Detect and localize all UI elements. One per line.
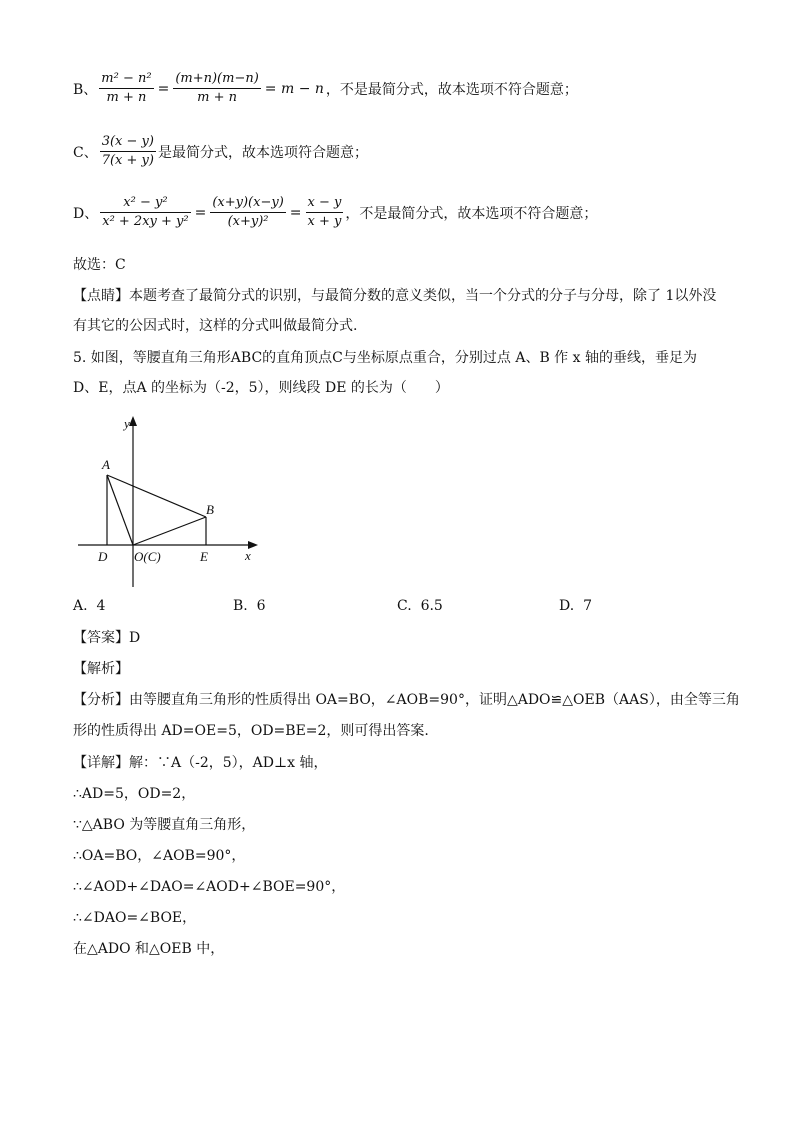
option-c: C. 6.5 xyxy=(397,598,443,614)
label-d: D xyxy=(98,549,108,564)
label-y: y xyxy=(124,416,130,431)
detail-line: ∴AD=5，OD=2， xyxy=(73,786,196,802)
fraction: $\frac{(m+n)(m-n)}{m + n}$ xyxy=(175,71,259,105)
review-line-2: 有其它的公因式时，这样的分式叫做最简分式. xyxy=(73,318,358,334)
option-b-label: B、 xyxy=(73,81,98,98)
fraction: $\frac{\text{x² − y²}}{\text{x² + 2xy + y²}}$ xyxy=(102,195,189,229)
choice-text: 故选：C xyxy=(73,257,126,273)
detail-line: ∴∠AOD+∠DAO=∠AOD+∠BOE=90°， xyxy=(73,879,346,895)
segment-ob xyxy=(133,517,206,545)
answer-text: 【答案】D xyxy=(73,630,141,646)
option-c-label: C、 xyxy=(73,144,98,161)
fraction: $\frac{\text{m² − n²}}{m + n}$ xyxy=(101,71,152,105)
detail-line: ∴∠DAO=∠BOE， xyxy=(73,910,197,926)
review-line-1: 【点睛】本题考查了最简分式的识别，与最简分数的意义类似，当一个分式的分子与分母，除了 1以外没 xyxy=(73,288,717,304)
detail-line: 在△ADO 和△OEB 中， xyxy=(73,941,225,957)
option-a: A. 4 xyxy=(73,598,106,614)
option-c-line: C、 $\frac{3(x - y)}{7(x + y)}$ 是最简分式，故本选项符合题意； xyxy=(73,134,368,168)
option-d-label: D、 xyxy=(73,205,99,222)
option-b-line: B、 $\frac{\text{m² − n²}}{m + n}$ = $\frac{(m+n)(m-n)}{m + n}$ = m − n ，不是最简分式，故本选项不符合题意； xyxy=(73,71,578,105)
analysis-line-1: 【分析】由等腰直角三角形的性质得出 OA=BO，∠AOB=90°，证明△ADO≌△OEB（AAS），由全等三角 xyxy=(73,692,740,708)
fraction: $\frac{x - y}{x + y}$ xyxy=(307,195,342,229)
label-x: x xyxy=(245,548,251,563)
option-d: D. 7 xyxy=(559,598,593,614)
fraction: $\frac{(x+y)(x-y)}{\text{(x+y)²}}$ xyxy=(212,195,284,229)
analysis-line-2: 形的性质得出 AD=OE=5，OD=BE=2，则可得出答案. xyxy=(73,723,429,739)
analysis-heading: 【解析】 xyxy=(73,661,129,677)
label-e: E xyxy=(200,549,208,564)
detail-line: ∴OA=BO，∠AOB=90°， xyxy=(73,848,246,864)
option-b: B. 6 xyxy=(233,598,266,614)
question-5-line-1: 5. 如图，等腰直角三角形ABC的直角顶点C与坐标原点重合，分别过点 A、B 作 x 轴的垂线，垂足为 xyxy=(73,350,697,366)
fraction: $\frac{3(x - y)}{7(x + y)}$ xyxy=(101,134,154,168)
geometry-figure xyxy=(70,412,270,587)
y-axis-arrow xyxy=(129,416,137,426)
detail-line: ∵△ABO 为等腰直角三角形， xyxy=(73,817,256,833)
segment-ao xyxy=(107,475,133,545)
detail-line: 【详解】解：∵A（-2，5），AD⊥x 轴， xyxy=(73,755,328,771)
question-5-line-2: D、E，点A 的坐标为（-2，5），则线段 DE 的长为（ ） xyxy=(73,380,449,396)
label-a: A xyxy=(102,457,110,472)
option-d-line: D、 $\frac{\text{x² − y²}}{\text{x² + 2xy + y²}}$ = $\frac{(x+y)(x-y)}{\text{(x+y)²}}$ = $\frac{x - y}{x + y}$ ，不是最简分式，故本选项不符合题意； xyxy=(73,195,598,229)
segment-ab xyxy=(107,475,206,517)
label-o: O(C) xyxy=(134,549,161,564)
label-b: B xyxy=(206,502,214,517)
